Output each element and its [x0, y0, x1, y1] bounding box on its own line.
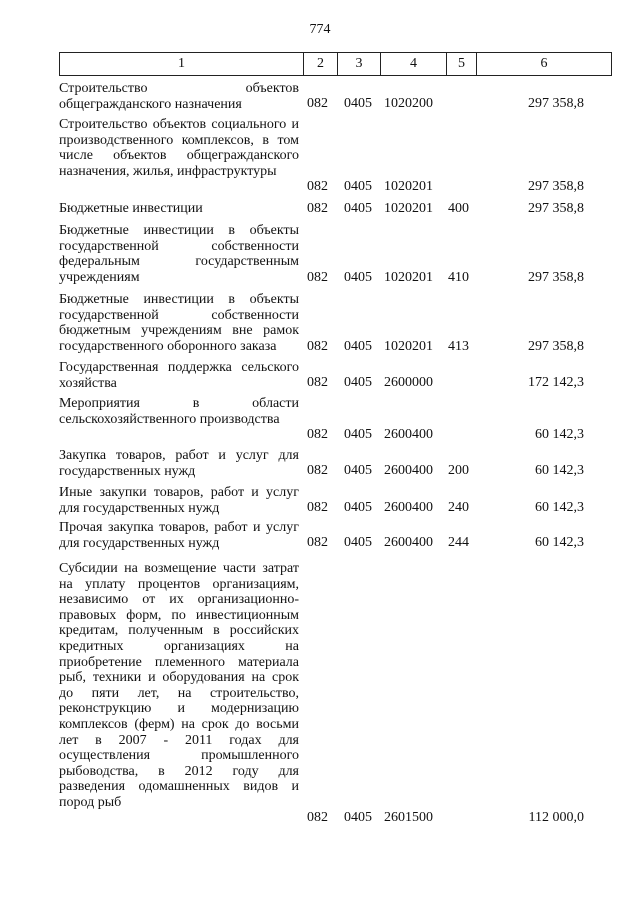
row-sum: 60 142,3	[535, 535, 584, 551]
page-number: 774	[309, 22, 331, 37]
row-sum: 172 142,3	[528, 375, 584, 391]
table-row	[59, 117, 612, 195]
row-ved: 082	[307, 535, 328, 551]
row-ved: 082	[307, 270, 328, 286]
table-row	[59, 292, 612, 355]
row-vr: 240	[448, 500, 469, 516]
row-sum: 297 358,8	[528, 201, 584, 217]
row-ved: 082	[307, 463, 328, 479]
row-razdel: 0405	[344, 535, 372, 551]
row-name: Прочая закупка товаров, работ и услуг для государственных нужд	[59, 520, 299, 551]
table-header	[59, 52, 612, 76]
row-sum: 297 358,8	[528, 96, 584, 112]
row-razdel: 0405	[344, 500, 372, 516]
row-csr: 2600000	[384, 375, 433, 391]
row-csr: 2600400	[384, 427, 433, 443]
header-col-5: 5	[447, 53, 477, 75]
table-row	[59, 520, 612, 551]
table-row	[59, 396, 612, 443]
table-row	[59, 223, 612, 286]
row-razdel: 0405	[344, 810, 372, 826]
row-ved: 082	[307, 201, 328, 217]
header-col-3: 3	[338, 53, 381, 75]
row-csr: 2601500	[384, 810, 433, 826]
row-sum: 297 358,8	[528, 270, 584, 286]
row-ved: 082	[307, 427, 328, 443]
row-razdel: 0405	[344, 463, 372, 479]
row-sum: 297 358,8	[528, 339, 584, 355]
row-razdel: 0405	[344, 375, 372, 391]
header-col-4: 4	[381, 53, 447, 75]
row-sum: 112 000,0	[528, 810, 584, 826]
row-ved: 082	[307, 810, 328, 826]
row-ved: 082	[307, 179, 328, 195]
row-csr: 2600400	[384, 535, 433, 551]
row-ved: 082	[307, 339, 328, 355]
row-csr: 1020201	[384, 339, 433, 355]
row-csr: 1020201	[384, 270, 433, 286]
row-sum: 297 358,8	[528, 179, 584, 195]
row-sum: 60 142,3	[535, 427, 584, 443]
row-ved: 082	[307, 500, 328, 516]
row-vr: 244	[448, 535, 469, 551]
row-name: Субсидии на возмещение части затрат на уплату процентов организациям, независимо от их организационно-правовых форм, по инвестиционным кредитам, полученным в российских кредитных организациях на приобретение племенного материала рыб, техники и оборудования на срок до пяти лет, на строительство, реконструкцию и модернизацию комплексов (ферм) на срок до восьми лет в 2007 - 2011 годах для осуществления промышленного рыбоводства, в 2012 году для разведения одомашненных видов и пород рыб	[59, 561, 299, 810]
row-name: Бюджетные инвестиции в объекты государственной собственности бюджетным учреждениям вне рамок государственного оборонного заказа	[59, 292, 299, 354]
row-razdel: 0405	[344, 201, 372, 217]
row-csr: 1020200	[384, 96, 433, 112]
table-row	[59, 201, 612, 217]
row-razdel: 0405	[344, 339, 372, 355]
row-sum: 60 142,3	[535, 500, 584, 516]
row-razdel: 0405	[344, 179, 372, 195]
row-ved: 082	[307, 375, 328, 391]
table-row	[59, 360, 612, 391]
table-row	[59, 448, 612, 479]
row-razdel: 0405	[344, 270, 372, 286]
row-csr: 1020201	[384, 179, 433, 195]
row-name: Бюджетные инвестиции в объекты государственной собственности федеральным государственным учреждениям	[59, 223, 299, 285]
header-col-1: 1	[60, 53, 304, 75]
row-name: Закупка товаров, работ и услуг для государственных нужд	[59, 448, 299, 479]
row-csr: 2600400	[384, 500, 433, 516]
row-name: Строительство объектов общегражданского назначения	[59, 81, 299, 112]
row-name: Строительство объектов социального и производственного комплексов, в том числе объектов общегражданского назначения, жилья, инфраструктуры	[59, 117, 299, 179]
row-vr: 413	[448, 339, 469, 355]
row-vr: 410	[448, 270, 469, 286]
row-vr: 400	[448, 201, 469, 217]
row-csr: 1020201	[384, 201, 433, 217]
row-vr: 200	[448, 463, 469, 479]
header-col-6: 6	[540, 56, 548, 71]
row-name: Иные закупки товаров, работ и услуг для государственных нужд	[59, 485, 299, 516]
table-row	[59, 485, 612, 516]
table-row	[59, 81, 612, 112]
row-razdel: 0405	[344, 96, 372, 112]
row-sum: 60 142,3	[535, 463, 584, 479]
row-name: Государственная поддержка сельского хозяйства	[59, 360, 299, 391]
header-col-2: 2	[304, 53, 338, 75]
row-csr: 2600400	[384, 463, 433, 479]
table-row	[59, 561, 612, 826]
row-name: Мероприятия в области сельскохозяйственного производства	[59, 396, 299, 427]
row-ved: 082	[307, 96, 328, 112]
row-name: Бюджетные инвестиции	[59, 201, 203, 216]
row-razdel: 0405	[344, 427, 372, 443]
